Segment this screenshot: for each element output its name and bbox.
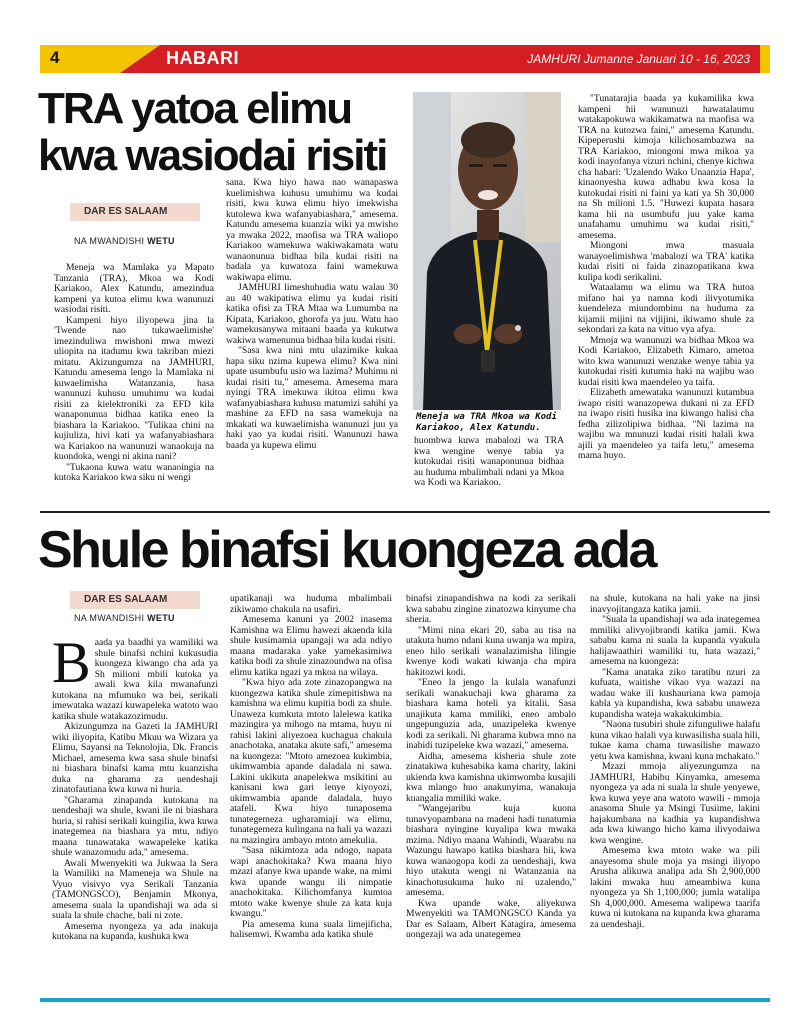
story1-dateline: DAR ES SALAAM: [84, 206, 168, 217]
paragraph: Pia amesema kuna suala limejificha, halisemwi. Kwamba ada katika shule: [230, 918, 392, 940]
story1-author-prefix: NA MWANDISHI: [74, 236, 145, 246]
paragraph: upatikanaji wa huduma mbalimbali zikiwamo chakula na usafiri.: [230, 594, 392, 615]
photo-caption: Meneja wa TRA Mkoa wa Kodi Kariakoo, Alex Katundu.: [416, 412, 557, 433]
masthead-date: JAMHURI Jumanne Januari 10 - 16, 2023: [527, 52, 750, 66]
paragraph: binafsi zinapandishwa na kodi za serikali kwa sababu zingine zinatozwa kinyume cha sheria.: [406, 594, 576, 625]
paragraph: Amesema kanuni ya 2002 inasema Kamishna wa Elimu hawezi akaenda kila shule kusimamia upangaji wa ada ndiyo maana madaraka yake yamekasimiwa katika bodi za shule zinazoundwa na ofisa elimu katika ngazi ya mkoa na wilaya.: [230, 614, 392, 678]
paragraph: Amesema kwa mtoto wake wa pili anayesoma shule moja ya msingi iliyopo Arusha alikuwa analipa ada Sh 2,900,000 lakini mwaka huu ameambiwa kuna nyongeza ya Sh 1,100,000; jumla watalipa Sh 4,000,000. Amesema walipewa taarifa kuwa ni kutokana na kupanda kwa gharama za uendeshaji.: [590, 845, 760, 930]
story2-column-1: [52, 638, 218, 993]
section-label: HABARI: [166, 48, 239, 68]
story1-column-2: [226, 178, 398, 503]
paragraph: "Wangejaribu kuja kuona tunavyopambana na madeni hadi tunatumia biashara nyingine kuyalipa kwa mwaka mzima. Ndiyo maana Wahindi, Waarabu na Wazungu hawapo katika biashara hii, kwa kuwa wanaogopa kodi za uendeshaji, kwa hiyo utakuta wengi ni Watanzania na kinachotusukuma huko ni uzalendo," amesema.: [406, 803, 576, 898]
story-divider: [40, 511, 770, 513]
story1-author-name: WETU: [147, 236, 175, 246]
story2-column-3: [406, 594, 576, 994]
story2-column-2: [230, 594, 392, 994]
dropcap: B: [52, 638, 91, 695]
story2-column-4: [590, 594, 760, 994]
story1-dateline-box: [70, 203, 200, 221]
story2-dateline-box: [70, 591, 200, 609]
story2-headline: Shule binafsi kuongeza ada: [38, 521, 655, 579]
story1-headline-line1: TRA yatoa elimu: [38, 84, 352, 133]
header-yellow-end: [760, 45, 770, 73]
paragraph: "Sasa kwa nini mtu ulazimike kukaa hapa siku nzima kupewa elimu? Kwa nini upate usumbufu usio wa lazima? Muhimu ni kudai risiti tu," amesema. Amesema mara nyingi TRA imekuwa ikitoa elimu kwa wafanyabiashara kuhusu matumizi sahihi ya mashine za EFD na sasa wamekuja na mkakati wa kuwaelimisha wanunuzi juu ya haki yao ya kudai risiti. Wanunuzi hawa baada ya kupewa elimu: [226, 345, 398, 451]
paragraph: Awali Mwenyekiti wa Jukwaa la Sera la Wamiliki na Mameneja wa Shule na Vyuo visivyo vya Serikali Tanzania (TAMONGSCO), Benjamin Mkonya, amesema suala la upandishaji wa ada si suala la shule chache, bali ni zote.: [52, 857, 218, 921]
paragraph-text: aada ya baadhi ya wamiliki wa shule binafsi nchini kukusudia kuongeza kiwango cha ada ya Sh milioni mbili kutoka ya awali kwa kila mwanafunzi kutokana na mfumuko wa bei, serikali imewataka wazazi kuwapeleka watoto wao katika shule watakazozimudu.: [52, 638, 218, 722]
paragraph: "Eneo la jengo la kulala wanafunzi serikali wanakuchaji kwa gharama za biashara kama hoteli ya kitalii. Sasa unajikuta kama mmiliki, eneo ambalo ungepunguzia ada, unazipeleka kwenye kodi za serikali. Ni gharama kubwa mno na inabidi tuzipeleke kwa wazazi," amesema.: [406, 677, 576, 751]
paragraph: "Kwa hiyo ada zote zinazopangwa na kuongezwa katika shule zimepitishwa na kamishna wa elimu kupitia bodi za shule. Unaweza kumkuta mtoto lalelewa katika mazingira ya mihogo na mtama, huyu ni rahisi lakini aliyezoea kuchagua chakula anachotaka, anataka akute safi," amesema na kuongeza: "Mtoto amezoea kukimbia, ukimwambia apande daladala ni sawa. Lakini ukikuta anapelekwa msikitini au kanisani kwa gari lenye kiyoyozi, ukimwambia apande daladala, huyo atafeli. Kwa hiyo tunaposema tunategemeza ugharamiaji wa elimu, tunategemeza kulingana na hali ya wazazi na mazingira ambayo mtoto amekulia.: [230, 677, 392, 846]
portrait-illustration: [413, 92, 561, 410]
paragraph: Akizungumza na Gazeti la JAMHURI wiki iliyopita, Katibu Mkuu wa Wizara ya Elimu, Sayansi na Teknolojia, Dk. Francis Michael, amesema kwa sasa shule binafsi ni biashara binafsi kama mtu kuanzisha duka na gharama za uendeshaji zinatofautiana kwa kuwa ni huria.: [52, 721, 218, 795]
story1-column-3: [414, 436, 564, 506]
paragraph: Kampeni hiyo iliyopewa jina la 'Twende nao tukawaelimishe' imezinduliwa mwishoni mwa mwezi uliopita na itadumu kwa takriban miezi mitatu. Akizungumza na JAMHURI, Katundu amesema lengo la Mamlaka ni kuwaelimisha Watanzania, hasa wanunuzi kuhusu umuhimu wa kudai risiti za kielektroniki za EFD kila wanaponunua bidhaa katika eneo la biashara la Kariakoo. "Tulikaa chini na kujiuliza, hivi kati ya wafanyabiashara wa Kariakoo na wanunuzi wanaokuja na kuondoka, wengi ni akina nani?: [54, 314, 214, 462]
paragraph: na shule, kutokana na hali yake na jinsi inavyojitangaza katika jamii.: [590, 594, 760, 615]
story1-headline-line2: kwa wasiodai risiti: [38, 131, 387, 180]
story1-author: [74, 236, 175, 246]
paragraph: Miongoni mwa masuala wanayoelimishwa 'mabalozi wa TRA' katika kudai risiti ni faida zinazopatikana kwa kulipa kodi serikalini.: [578, 240, 754, 283]
page-header: [40, 45, 770, 73]
paragraph: "Suala la upandishaji wa ada inategemea mmiliki alivyojibrandi katika jamii. Kwa sababu kama ni suala la kupanda vyakula halijawaathiri wamiliki tu, hata wazazi," amesema na kuongeza:: [590, 614, 760, 667]
page-number: 4: [50, 48, 60, 67]
paragraph: [52, 638, 218, 722]
paragraph: "Gharama zinapanda kutokana na uendeshaji wa shule, kwani ile ni biashara huria, si rahisi serikali kuingilia, kwa kuwa inategemea na biashara ya mtu, ndiyo maana tunawataka wawapeleke katika shule wanazomudu ada," amesema.: [52, 794, 218, 858]
story2-author-name: WETU: [147, 613, 175, 623]
paragraph: huombwa kuwa mabalozi wa TRA kwa wengine wenye tabia ya kutokudai risiti wanaponunua bidhaa au huduma mbalimbali ndani ya Mkoa wa Kodi wa Kariakoo.: [414, 436, 564, 488]
paragraph: Elizabeth amewataka wanunuzi kutambua iwapo risiti wanazopewa dukani ni za EFD na iwapo risiti husika ina kiwango halisi cha fedha zilizolipiwa bidhaa. "Ni lazima na wajibu wa mnunuzi kudai risiti halali kwa ajili ya maendeleo ya taifa letu," amesema mama huyo.: [578, 387, 754, 461]
paragraph: Kwa upande wake, aliyekuwa Mwenyekiti wa TAMONGSCO Kanda ya Dar es Salaam, Albert Katagira, amesema uongezaji wa ada unategemea: [406, 897, 576, 940]
story1-column-4: [578, 94, 754, 506]
story2-author: [74, 613, 175, 623]
paragraph: "Sasa nikimtoza ada ndogo, napata wapi anachokitaka? Kwa maana hiyo mzazi afanye kwa upande wake, na mimi kwa upande wangu ili nimpatie anachokitaka. Kilichomfanya kumtoa mtoto wake kwenye shule za kata kuja kwangu.": [230, 845, 392, 919]
paragraph: "Mimi nina ekari 20, saba au tisa na utakuta humo ndani kuna uwanja wa mpira, eneo hilo serikali wanalazimisha lilingie kwenye kodi wakati kiwanja cha mpira hakitozwi kodi.: [406, 624, 576, 678]
paragraph: sana. Kwa hiyo hawa nao wanapaswa kuelimishwa kuhusu umuhimu wa kudai risiti, kwa kuwa elimu hiyo imekwisha kutolewa kwa wafanyabiashara," amesema. Katundu amesema kuanzia wiki ya mwisho ya mwaka 2022, maofisa wa TRA waliopo Kariakoo wamekuwa wakiwakamata watu wanaonunua bidhaa bila kudai risiti na badala ya kuwatoza faini wamekuwa wakiwapa elimu.: [226, 178, 398, 283]
paragraph: Wataalamu wa elimu wa TRA hutoa mifano hai ya namna kodi ilivyotumika kuendeleza miundombinu na huduma za kijamii mijini na vijijini, ikiwamo shule za sekondari za kata na vituo vya afya.: [578, 282, 754, 335]
paragraph: "Tukaona kuwa watu wanaoingia na kutoka Kariakoo kwa siku ni wengi: [54, 461, 214, 483]
story2-author-prefix: NA MWANDISHI: [74, 613, 145, 623]
paragraph: "Naona tusubiri shule zifunguliwe halafu kuna vikao halali vya kuwasilisha suala hili, tukae kama chama tuwasilishe mawazo yetu kwa kamishna, kwani kuna mchakato.": [590, 719, 760, 762]
paragraph: Amesema nyongeza ya ada inakuja kutokana na kupanda, kushuka kwa: [52, 920, 218, 942]
portrait-photo: [413, 92, 561, 410]
paragraph: Mmoja wa wanunuzi wa bidhaa Mkoa wa Kodi Kariakoo, Elizabeth Kimaro, ametoa wito kwa wanunuzi wenzake wenye tabia ya kutokudai risiti kutumia haki na wajibu wao kudai risiti kwa maendeleo ya taifa.: [578, 334, 754, 388]
paragraph: "Tunatarajia baada ya kukamilika kwa kampeni hii wanunuzi hawatalaumu watakapokuwa wakikamatwa na maofisa wa TRA na kutozwa faini," amesema Katundu. Kipeperushi kimoja kilichosambazwa na TRA Kariakoo, miongoni mwa mikoa ya kodi inayofanya vizuri nchini, chenye kichwa cha habari: 'Uzalendo Wako Unaanzia Hapa', kinaonyesha kuwa adhabu kwa kosa la kutokudai risiti ni faini ya kati ya Sh 30,000 na Sh milioni 1.5. "Huwezi kupata hasara kama hii na usumbufu juu yake kama unafahamu umuhimu wa kudai risiti," amesema.: [578, 94, 754, 241]
paragraph: "Kama anataka ziko taratibu nzuri za kufuata, waitishe vikao vya wazazi na wadau wake ili kushauriana kwa pamoja kabla ya kupandisha, kwa sababu unaweza kupandisha wateja wakakukimbia.: [590, 666, 760, 720]
story1-column-1: [54, 263, 214, 503]
paragraph: JAMHURI limeshuhudia watu walau 30 au 40 wakipatiwa elimu ya kudai risiti katika ofisi za TRA Mtaa wa Lumumba na Kipata, Kariakoo, ghorofa ya juu. Watu hao wamekusanywa mitaani baada ya kukutwa wakiwa wamenunua bidhaa bila kudai risiti.: [226, 282, 398, 346]
paragraph: Aidha, amesema kisheria shule zote zinatakiwa kuhesabika kama charity, lakini ukienda kwa kamishna ukimwomba kusajili kwa mlango huo anakunyima, wanakuja kuangalia mmiliki wake.: [406, 750, 576, 804]
paragraph: Meneja wa Mamlaka ya Mapato Tanzania (TRA), Mkoa wa Kodi Kariakoo, Alex Katundu, amezindua kampeni ya kutoa elimu kwa wanunuzi wasiodai risiti.: [54, 263, 214, 315]
paragraph: Mzazi mmoja aliyezungumza na JAMHURI, Habibu Kinyamka, amesema nyongeza ya ada ni suala la shule yenyewe, kwa kuwa yeye ana watoto wawili - mmoja anasoma Shule ya Msingi Tusiime, lakini hajakumbana na kadhia ya kupandishwa ada kwa kiwango hicho kama ilivyodaiwa kwa wengine.: [590, 761, 760, 846]
header-yellow-wedge: [120, 45, 160, 73]
story2-dateline: DAR ES SALAAM: [84, 594, 168, 605]
footer-rule: [40, 998, 770, 1002]
